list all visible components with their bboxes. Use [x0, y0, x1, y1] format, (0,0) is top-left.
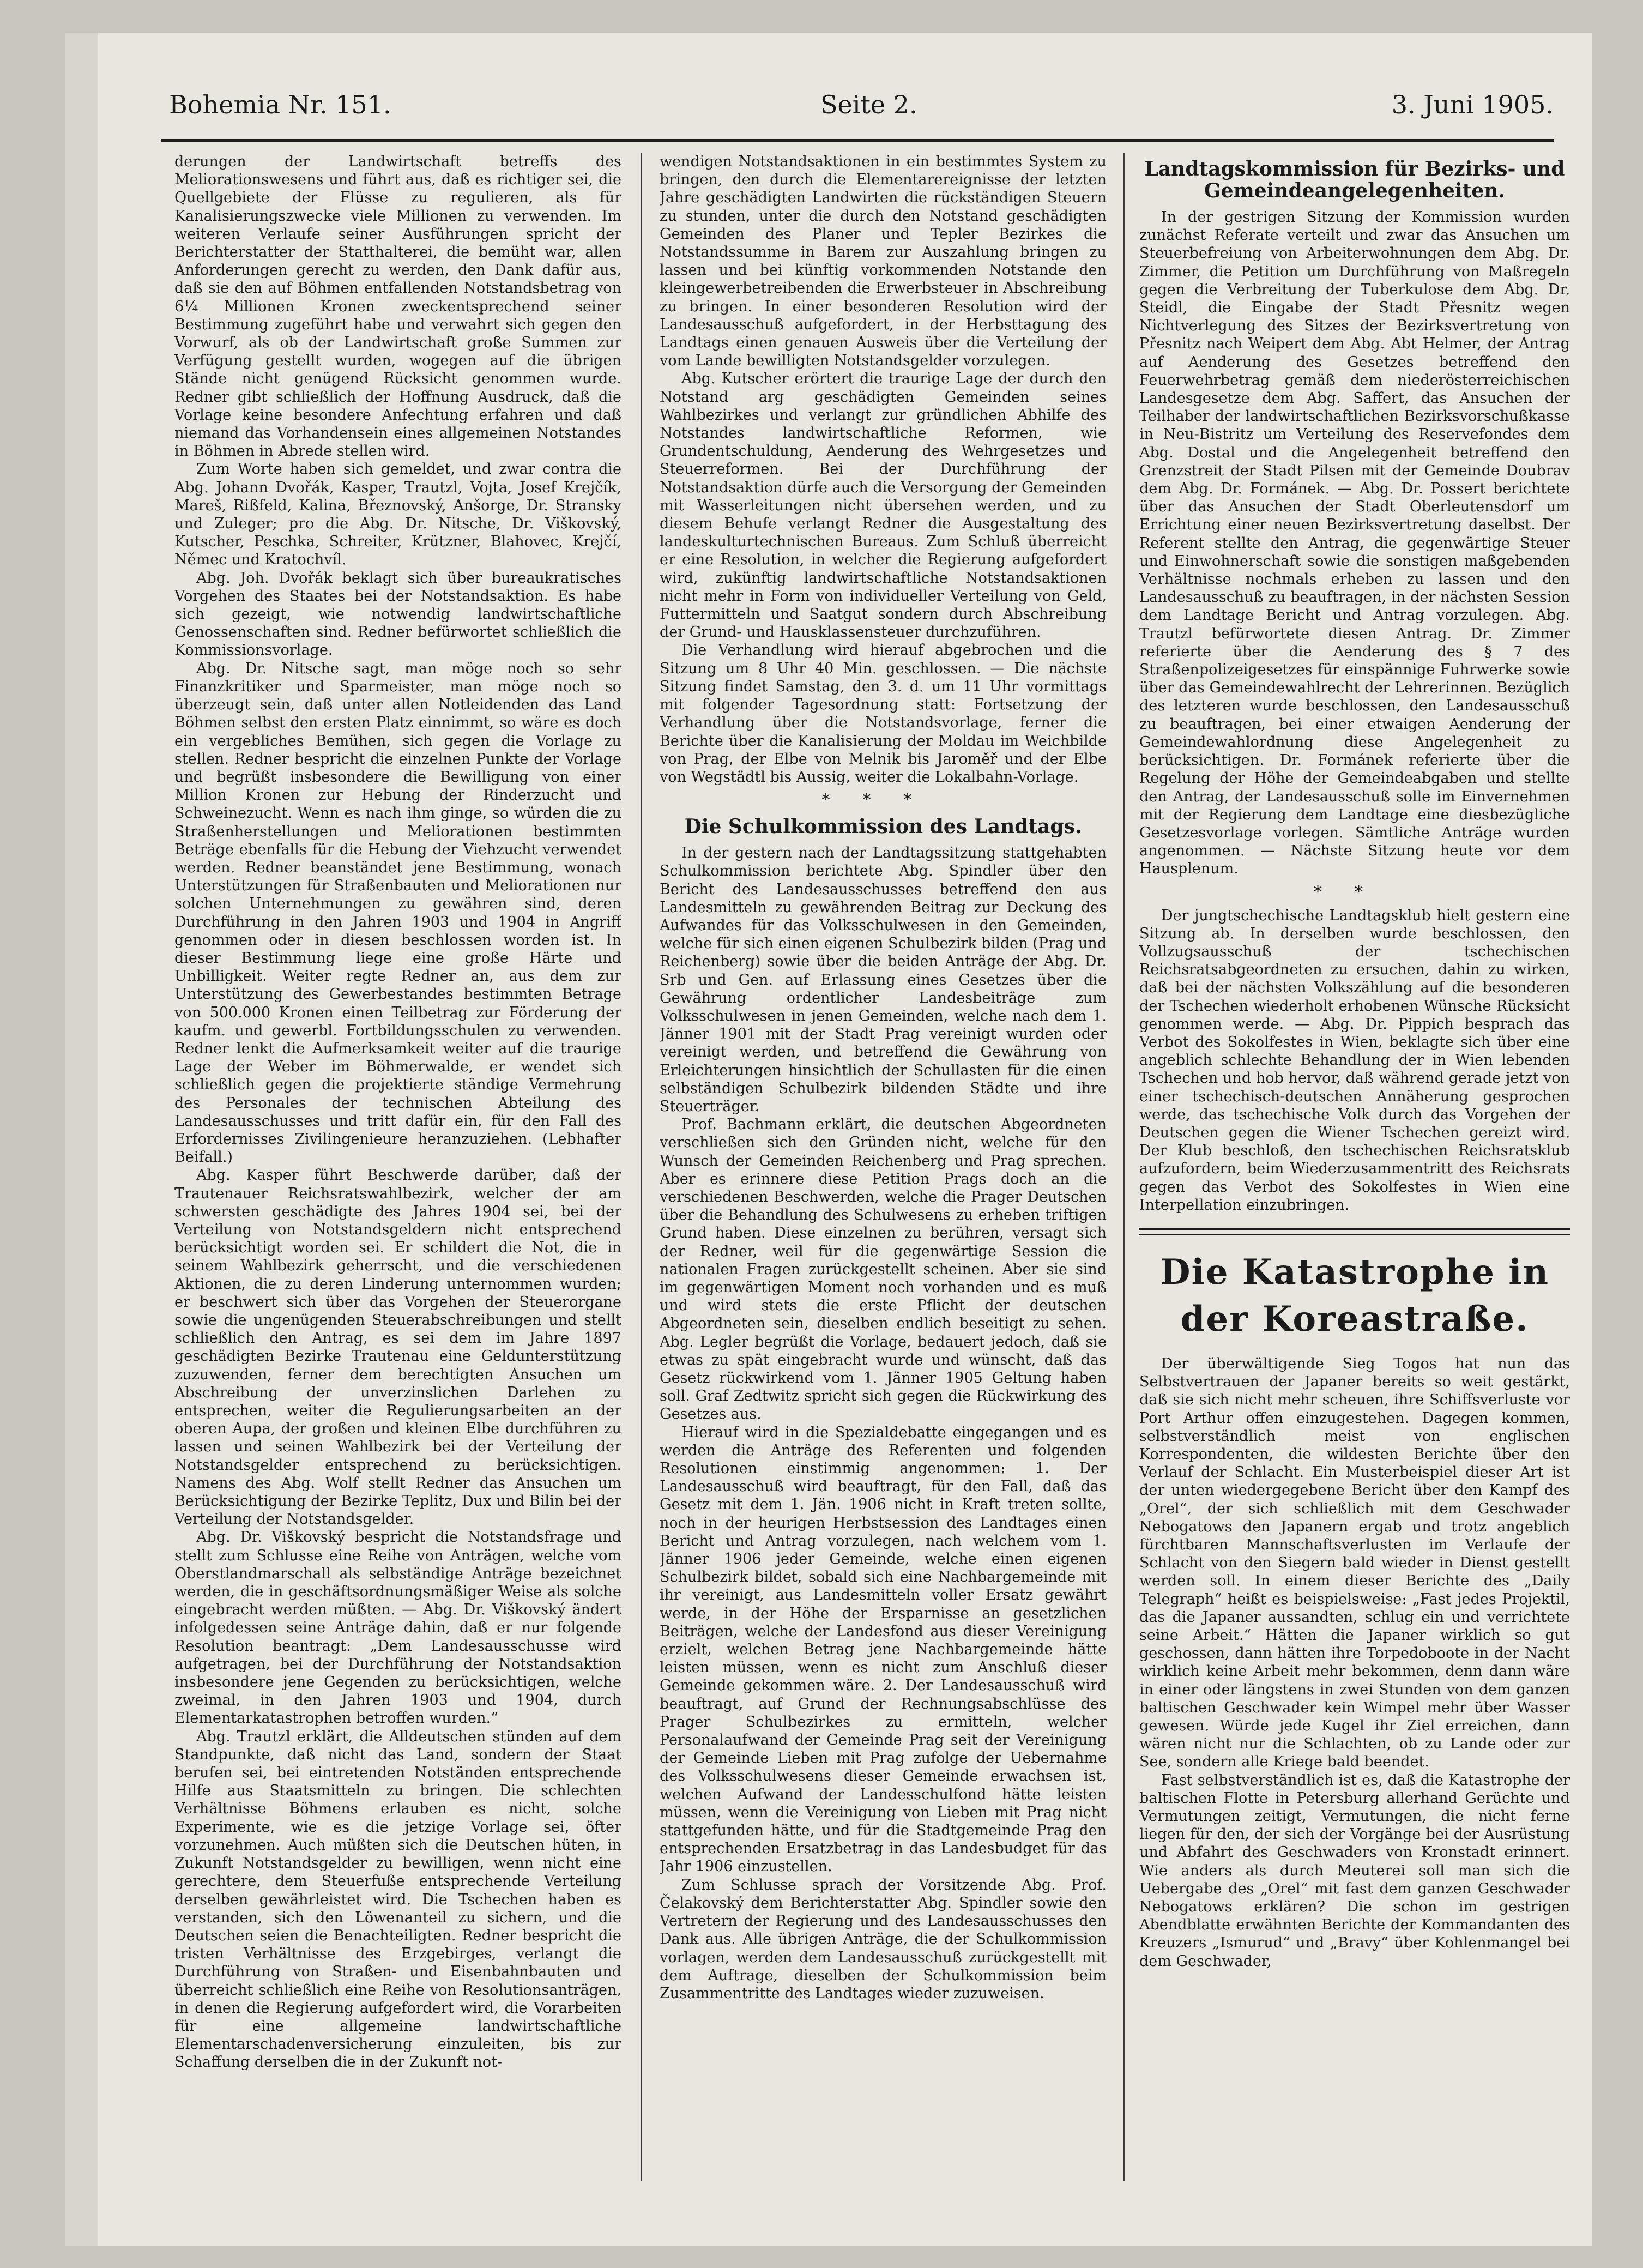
column-3 [1139, 153, 1570, 2192]
paragraph: Der überwältigende Sieg Togos hat nun das Selbstvertrauen der Japaner bereits so weit gestärkt, daß sie sich nicht mehr scheuen, ihre Schiffsverluste vor Port Arthur offen einzugestehen. Dagegen kommen, selbstverständlich meist von englischen Korrespondenten, die wildesten Berichte über den Verlauf der Schlacht. Ein Musterbeispiel dieser Art ist der unten wiedergegebene Bericht über den Kampf des „Orel“, der sich schließlich mit dem Geschwader Nebogatows den Japanern ergab und trotz angeblich fürchtbaren Mannschaftsverlusten im Verlaufe der Schlacht von den Siegern bald wieder in Dienst gestellt werden soll. In einem dieser Berichte des „Daily Telegraph“ heißt es beispielsweise: „Fast jedes Projektil, das die Japaner aussandten, schlug ein und verrichtete seine Arbeit.“ Hätten die Japaner wirklich so gut geschossen, dann hätten ihre Torpedoboote in der Nacht wirklich keine Arbeit mehr bekommen, denn dann wäre in einer oder längstens in zwei Stunden von dem ganzen baltischen Geschwader kein Wimpel mehr über Wasser gewesen. Würde jede Kugel ihr Ziel erreichen, dann wären nicht nur die Schlachten, ob zu Lande oder zur See, sondern alle Kriege bald beendet. [1139, 1355, 1570, 1771]
paragraph: wendigen Notstandsaktionen in ein bestimmtes System zu bringen, den durch die Elementarereignisse der letzten Jahre geschädigten Landwirten die rückständigen Steuern zu stunden, unter die durch den Notstand geschädigten Gemeinden des Planer und Tepler Bezirkes die Notstandssumme in Barem zur Auszahlung bringen zu lassen und bei künftig vorkommenden Notstande den kleingewerbetreibenden die Erwerbsteuer in Abschreibung zu bringen. In einer besonderen Resolution wird der Landesausschuß aufgefordert, in der Herbsttagung des Landtags einen genauen Ausweis über die Verteilung der vom Lande bewilligten Notstandsgelder vorzulegen. [660, 153, 1107, 370]
paragraph: Fast selbstverständlich ist es, daß die Katastrophe der baltischen Flotte in Petersburg allerhand Gerüchte und Vermutungen zeitigt, Vermutungen, die nicht ferne liegen für den, der sich der Vorgänge bei der Ausrüstung und Abfahrt des Geschwaders von Kronstadt erinnert. Wie anders als durch Meuterei soll man sich die Uebergabe des „Orel“ mit fast dem ganzen Geschwader Nebogatows erklären? Die schon im gestrigen Abendblatte erwähnten Berichte der Kommandanten des Kreuzers „Ismurud“ und „Bravy“ über Kohlenmangel bei dem Geschwader, [1139, 1771, 1570, 1970]
paragraph: Hierauf wird in die Spezialdebatte eingegangen und es werden die Anträge des Referenten und folgenden Resolutionen einstimmig angenommen: 1. Der Landesausschuß wird beauftragt, für den Fall, daß das Gesetz mit dem 1. Jän. 1906 nicht in Kraft treten sollte, noch in der heurigen Herbstsession des Landtages einen Bericht und Antrag vorzulegen, nach welchem vom 1. Jänner 1906 jeder Gemeinde, welche einen eigenen Schulbezirk bildet, sobald sich eine Nachbargemeinde mit ihr vereinigt, aus Landesmitteln voller Ersatz gewährt werde, in der Höhe der Ersparnisse an gesetzlichen Beiträgen, welche der Landesfond aus dieser Vereinigung erzielt, welchen Betrag jene Nachbargemeinde hätte leisten müssen, wenn es nicht zum Anschluß dieser Gemeinde gekommen wäre. 2. Der Landesausschuß wird beauftragt, auf Grund der Rechnungsabschlüsse des Prager Schulbezirkes zu ermitteln, welcher Personalaufwand der Gemeinde Prag seit der Vereinigung der Gemeinde Lieben mit Prag zufolge der Uebernahme des Volksschulwesens dieser Gemeinde erwachsen ist, welchen Aufwand der Landesschulfond hätte leisten müssen, wenn die Vereinigung von Lieben mit Prag nicht stattgefunden hätte, und für die Stadtgemeinde Prag den entsprechenden Ersatzbetrag in das Landesbudget für das Jahr 1906 einzustellen. [660, 1423, 1107, 1875]
page-header [65, 79, 1592, 139]
article-title: Die Schulkommission des Landtags. [684, 815, 1082, 839]
paragraph: Der jungtschechische Landtagsklub hielt gestern eine Sitzung ab. In derselben wurde beschlossen, den Vollzugsausschuß der tschechischen Reichsratsabgeordneten zu ersuchen, dahin zu wirken, daß bei der nächsten Volkszählung auf die besonderen der Tschechen wiederholt erhobenen Wünsche Rücksicht genommen werde. — Abg. Dr. Pippich besprach das Verbot des Sokolfestes in Wien, beklagte sich über eine angeblich schlechte Behandlung der in Wien lebenden Tschechen und hob hervor, daß während gerade jetzt von einer tschechisch-deutschen Annäherung gesprochen werde, das tschechische Volk durch das Vorgehen der Deutschen gegen die Wiener Tschechen gereizt wird. Der Klub beschloß, den tschechischen Reichsratsklub aufzufordern, beim Wiederzusammentritt des Reichsrats gegen das Verbot des Sokolfestes in Wien eine Interpellation einzubringen. [1139, 907, 1570, 1214]
section-rule [1139, 1228, 1570, 1235]
paragraph: Abg. Kasper führt Beschwerde darüber, daß der Trautenauer Reichsratswahlbezirk, welcher der am schwersten geschädigte des Jahres 1904 sei, bei der Verteilung von Notstandsgeldern nicht entsprechend berücksichtigt worden sei. Er schildert die Not, die in seinem Wahlbezirk geherrscht, und die verschiedenen Aktionen, die zu deren Linderung unternommen wurden; er beschwert sich über das Vorgehen der Steuerorgane sowie die ungenügenden Steuerabschreibungen und stellt schließlich den Antrag, es sei dem im Jahre 1897 geschädigten Bezirke Trautenau eine Geldunterstützung zuzuwenden, ferner dem berechtigten Ansuchen um Abschreibung der unverzinslichen Darlehen zu entsprechen, weiter die Regulierungsarbeiten an der oberen Aupa, der großen und kleinen Elbe durchführen zu lassen und seinen Wahlbezirk bei der Verteilung der Notstandsgelder entsprechend zu berücksichtigen. Namens des Abg. Wolf stellt Redner das Ansuchen um Berücksichtigung der Bezirke Teplitz, Dux und Bilin bei der Verteilung der Notstandsgelder. [174, 1167, 621, 1528]
paragraph: In der gestern nach der Landtagssitzung stattgehabten Schulkommission berichtete Abg. Spindler über den Bericht des Landesausschusses betreffend den aus Landesmitteln zu gewährenden Beitrag zur Deckung des Aufwandes für das Volksschulwesen in den Gemeinden, welche für sich einen eigenen Schulbezirk bilden (Prag und Reichenberg) sowie über die beiden Anträge der Abg. Dr. Srb und Gen. auf Erlassung eines Gesetzes über die Gewährung ordentlicher Landesbeiträge zum Volksschulwesen in jenen Gemeinden, welche nach dem 1. Jänner 1901 mit der Stadt Prag vereinigt wurden oder vereinigt werden, und betreffend die Gewährung von Erleichterungen hinsichtlich der Schullasten für die einen selbständigen Schulbezirk bildenden Städte und ihre Steuerträger. [660, 845, 1107, 1115]
page-number: Seite 2. [820, 90, 917, 119]
paragraph: derungen der Landwirtschaft betreffs des Meliorationswesens und führt aus, daß es richtiger sei, die Quellgebiete der Flüsse zu regulieren, als für Kanalisierungszwecke viele Millionen zu verwenden. Im weiteren Verlaufe seiner Ausführungen spricht der Berichterstatter der Statthalterei, die bemüht war, allen Anforderungen gerecht zu werden, den Dank dafür aus, daß sie den auf Böhmen entfallenden Notstandsbetrag von 6¼ Millionen Kronen zweckentsprechend seiner Bestimmung zugeführt habe und verwahrt sich gegen den Vorwurf, als ob der Landwirtschaft große Summen zur Verfügung gestellt wurden, wogegen auf die übrigen Stände nicht genügend Rücksicht genommen wurde. Redner gibt schließlich der Hoffnung Ausdruck, daß die Vorlage keine besondere Anfechtung erfahren und daß niemand das Vorhandensein eines allgemeinen Notstandes in Böhmen in Abrede stellen wird. [174, 153, 621, 460]
issue-date: 3. Juni 1905. [1391, 90, 1554, 119]
paragraph: Die Verhandlung wird hierauf abgebrochen und die Sitzung um 8 Uhr 40 Min. geschlossen. — Die nächste Sitzung findet Samstag, den 3. d. um 11 Uhr vormittags mit folgender Tagesordnung statt: Fortsetzung der Verhandlung über die Notstandsvorlage, ferner die Berichte über die Kanalisierung der Moldau im Weichbilde von Prag, der Elbe von Melnik bis Jaroměř und der Elbe von Wegstädtl bis Aussig, weiter die Lokalbahn-Vorlage. [660, 642, 1107, 786]
column-divider [1123, 153, 1125, 2181]
column-2 [660, 153, 1107, 2192]
section-separator-stars: *** [822, 791, 945, 810]
paragraph: Abg. Dr. Nitsche sagt, man möge noch so sehr Finanzkritiker und Sparmeister, man möge noch so überzeugt sein, daß unter allen Notleidenden das Land Böhmen selbst den ersten Platz einnimmt, so wäre es doch ein vergebliches Bemühen, sich gegen die Vorlage zu stellen. Redner bespricht die einzelnen Punkte der Vorlage und begrüßt insbesondere die Bewilligung von einer Million Kronen zur Hebung der Rinderzucht und Schweinezucht. Wenn es nach ihm ginge, so würden die zu Straßenherstellungen und Meliorationen bestimmten Beträge ebenfalls für die Hebung der Viehzucht verwendet werden. Redner beanständet jene Bestimmung, wonach Unterstützungen für Straßenbauten und Meliorationen nur solchen Unternehmungen zu gewähren sind, deren Durchführung in den Jahren 1903 und 1904 in Angriff genommen oder in diesen beschlossen worden ist. In dieser Bestimmung liege eine große Härte und Unbilligkeit. Weiter regte Redner an, aus dem zur Unterstützung des Gewerbestandes bestimmten Betrage von 500.000 Kronen einen Teilbetrag zur Förderung der kaufm. und gewerbl. Fortbildungsschulen zu verwenden. Redner lenkt die Aufmerksamkeit weiter auf die traurige Lage der Weber im Böhmerwalde, er wendet sich schließlich gegen die projektierte ständige Vermehrung des Personales der technischen Abteilung des Landesausschusses und tritt dafür ein, für den Fall des Erfordernisses Zivilingenieure heranzuziehen. (Lebhafter Beifall.) [174, 660, 621, 1166]
masthead-issue: Bohemia Nr. 151. [169, 90, 391, 119]
paragraph: Abg. Dr. Viškovský bespricht die Notstandsfrage und stellt zum Schlusse eine Reihe von Anträgen, welche vom Oberstlandmarschall als selbständige Anträge bezeichnet werden, die in geschäftsordnungsmäßiger Weise als solche eingebracht werden müßten. — Abg. Dr. Viškovský ändert infolgedessen seine Anträge dahin, daß er nur folgende Resolution beantragt: „Dem Landesausschusse wird aufgetragen, bei der Durchführung der Notstandsaktion insbesondere jene Gegenden zu berücksichtigen, welche zweimal, in den Jahren 1903 und 1904, durch Elementarkatastrophen betroffen wurden.“ [174, 1529, 621, 1727]
paragraph: Abg. Trautzl erklärt, die Alldeutschen stünden auf dem Standpunkte, daß nicht das Land, sondern der Staat berufen sei, bei eintretenden Notständen entsprechende Hilfe aus Staatsmitteln zu bringen. Die schlechten Verhältnisse Böhmens erlauben es nicht, solche Experimente, wie es die jetzige Vorlage sei, öfter vorzunehmen. Auch müßten sich die Deutschen hüten, in Zukunft Notstandsgelder zu bewilligen, wenn nicht eine gerechtere, dem Steuerfuße entsprechende Verteilung derselben gewährleistet wird. Die Tschechen haben es verstanden, sich den Löwenanteil zu sichern, und die Deutschen seien die Benachteiligten. Redner bespricht die tristen Verhältnisse des Erzgebirges, verlangt die Durchführung von Straßen- und Eisenbahnbauten und überreicht schließlich eine Reihe von Resolutionsanträgen, in denen die Regierung aufgefordert wird, die Vorarbeiten für eine allgemeine landwirtschaftliche Elementarschadenversicherung einzuleiten, bis zur Schaffung derselben die in der Zukunft not- [174, 1728, 621, 2071]
paragraph: Prof. Bachmann erklärt, die deutschen Abgeordneten verschließen sich den Gründen nicht, welche für den Wunsch der Gemeinden Reichenberg und Prag sprechen. Aber es erinnere diese Petition Prags doch an die verschiedenen Beschwerden, welche die Prager Deutschen über die Behandlung des Schulwesens zu erheben triftigen Grund haben. Diese einzelnen zu berühren, versagt sich der Redner, weil für die gegenwärtige Session die nationalen Fragen zurückgestellt scheinen. Aber sie sind im gegenwärtigen Moment noch vorhanden und es muß und wird stets die erste Pflicht der deutschen Abgeordneten sein, dieselben endlich beseitigt zu sehen. Abg. Legler begrüßt die Vorlage, bedauert jedoch, daß sie etwas zu spät eingebracht wurde und wünscht, daß das Gesetz rückwirkend vom 1. Jänner 1905 Geltung haben soll. Graf Zedtwitz spricht sich gegen die Rückwirkung des Gesetzes aus. [660, 1116, 1107, 1423]
newspaper-page [65, 33, 1592, 2246]
column-divider [641, 153, 642, 2181]
paragraph: Abg. Kutscher erörtert die traurige Lage der durch den Notstand arg geschädigten Gemeinden seines Wahlbezirkes und verlangt zur gründlichen Abhilfe des Notstandes landwirtschaftliche Reformen, wie Grundentschuldung, Aenderung des Wehrgesetzes und Steuerreformen. Bei der Durchführung der Notstandsaktion dürfe auch die Versorgung der Gemeinden mit Wasserleitungen nicht übersehen werden, und zu diesem Behufe verlangt Redner die Ausgestaltung des landeskulturtechnischen Bureaus. Zum Schluß überreicht er eine Resolution, in welcher die Regierung aufgefordert wird, zukünftig landwirtschaftliche Notstandsaktionen nicht mehr in Form von individueller Verteilung von Geld, Futtermitteln und Saatgut sondern durch Abschreibung der Grund- und Hausklassensteuer durchzuführen. [660, 370, 1107, 641]
paragraph: Abg. Joh. Dvořák beklagt sich über bureaukratisches Vorgehen des Staates bei der Notstandsaktion. Es habe sich gezeigt, wie notwendig landwirtschaftliche Genossenschaften sind. Redner befürwortet schließlich die Kommissionsvorlage. [174, 569, 621, 659]
header-rule [161, 139, 1554, 142]
column-1 [174, 153, 621, 2192]
paragraph: Zum Worte haben sich gemeldet, und zwar contra die Abg. Johann Dvořák, Kasper, Trautzl, Vojta, Josef Krejčík, Mareš, Rißfeld, Kalina, Březnovský, Anšorge, Dr. Stransky und Zuleger; pro die Abg. Dr. Nitsche, Dr. Viškovský, Kutscher, Peschka, Schreiter, Krützner, Blahovec, Krejčí, Němec und Kratochvíl. [174, 461, 621, 569]
paragraph: In der gestrigen Sitzung der Kommission wurden zunächst Referate verteilt und zwar das Ansuchen um Steuerbefreiung von Arbeiterwohnungen dem Abg. Dr. Zimmer, die Petition um Durchführung von Maßregeln gegen die Verbreitung der Tuberkulose dem Abg. Dr. Steidl, die Eingabe der Stadt Přesnitz wegen Nichtverlegung des Sitzes der Bezirksvertretung von Přesnitz nach Weipert dem Abg. Abt Helmer, der Antrag auf Aenderung des Gesetzes betreffend den Feuerwehrbetrag gemäß dem niederösterreichischen Landesgesetze dem Abg. Saffert, das Ansuchen der Teilhaber der landwirtschaftlichen Bezirksvorschußkasse in Neu-Bistritz um Verteilung des Reservefondes dem Abg. Dostal und die Angelegenheit betreffend den Grenzstreit der Stadt Pilsen mit der Gemeinde Doubrav dem Abg. Dr. Formánek. — Abg. Dr. Possert berichtete über das Ansuchen der Stadt Oberleutensdorf um Errichtung einer neuen Bezirksvertretung daselbst. Der Referent stellte den Antrag, die gegenwärtige Steuer und Einwohnerschaft sowie die sonstigen maßgebenden Verhältnisse nochmals erheben zu lassen und den Landesausschuß zu beauftragen, in der nächsten Session dem Landtage Bericht und Antrag vorzulegen. Abg. Trautzl befürwortete diesen Antrag. Dr. Zimmer referierte über die Aenderung des § 7 des Straßenpolizeigesetzes für einspännige Fuhrwerke sowie über das Gemeindewahlrecht der Lehrerinnen. Bezüglich des letzteren wurde beschlossen, den Landesausschuß zu beauftragen, bei einer etwaigen Aenderung der Gemeindewahlordnung diese Angelegenheit zu berücksichtigen. Dr. Formánek referierte über die Regelung der Höhe der Gemeindeabgaben und stellte den Antrag, der Landesausschuß solle im Einvernehmen mit der Regierung dem Landtage eine diesbezügliche Gesetzesvorlage vorlegen. Sämtliche Anträge wurden angenommen. — Nächste Sitzung heute vor dem Hausplenum. [1139, 209, 1570, 878]
article-headline: Die Katastrophe in der Koreastraße. [1159, 1251, 1550, 1340]
paragraph: Zum Schlusse sprach der Vorsitzende Abg. Prof. Čelakovský dem Berichterstatter Abg. Spindler sowie den Vertretern der Regierung und des Landesausschusses den Dank aus. Alle übrigen Anträge, die der Schulkommission vorlagen, werden dem Landesausschuß zurückgestellt mit dem Auftrage, dieselben der Schulkommission beim Zusammentritte des Landtages wieder zuzuweisen. [660, 1876, 1107, 2002]
section-separator-stars: ** [1314, 882, 1396, 902]
page-binding-edge [65, 33, 98, 2246]
article-title: Landtagskommission für Bezirks- und Gemeindeangelegenheiten. [1144, 158, 1565, 202]
